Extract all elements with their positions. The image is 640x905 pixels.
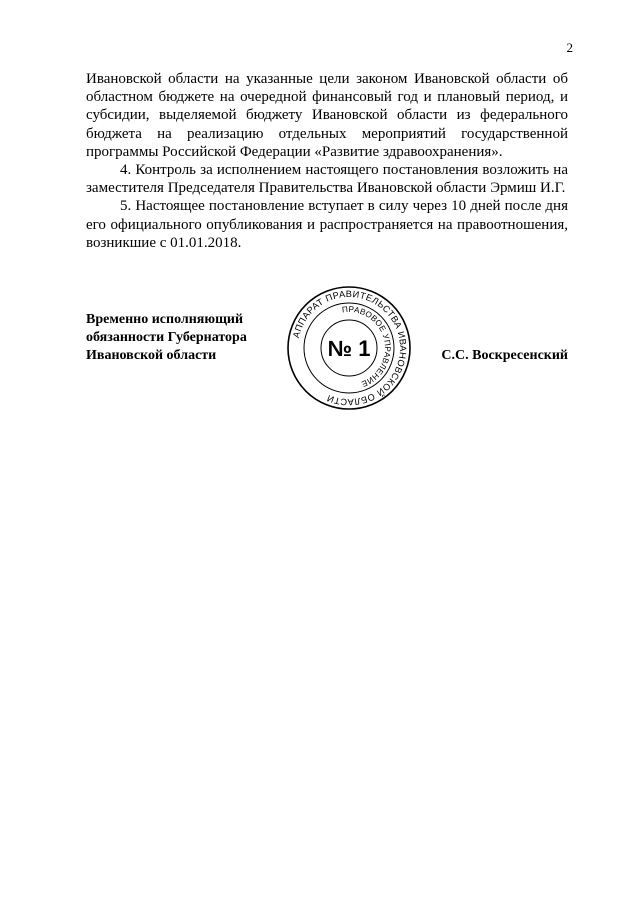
document-body xyxy=(86,70,568,252)
seal-outer-text: АППАРАТ ПРАВИТЕЛЬСТВА ИВАНОВСКОЙ ОБЛАСТИ xyxy=(291,288,409,408)
paragraph-continuation: Ивановской области на указанные цели законом Ивановской области об областном бюджете на очередной финансовый год и плановый период, и субсидии, выделяемой бюджету Ивановской области из федерального бюджета на реализацию отдельных мероприятий государственной программы Российской Федерации «Развитие здравоохранения». xyxy=(86,71,568,160)
page-number: 2 xyxy=(566,40,573,55)
signature-block xyxy=(86,288,568,411)
signatory-name: С.С. Воскресенский xyxy=(441,348,568,363)
paragraph-item-4: 4. Контроль за исполнением настоящего постановления возложить на заместителя Председателя Правительства Ивановской области Эрмиш И.Г. xyxy=(86,162,568,197)
official-seal xyxy=(286,285,412,411)
signatory-title-line: обязанности Губернатора xyxy=(86,330,247,345)
signatory-title-line: Ивановской области xyxy=(86,348,217,363)
paragraph-item-5: 5. Настоящее постановление вступает в силу через 10 дней после дня его официального опубликования и распространяется на правоотношения, возникшие с 01.01.2018. xyxy=(86,198,568,251)
signatory-title-line: Временно исполняющий xyxy=(86,312,244,327)
seal-number: № 1 xyxy=(327,336,371,361)
seal-inner-text: ПРАВОВОЕ УПРАВЛЕНИЕ xyxy=(341,304,393,389)
signatory-title xyxy=(86,311,247,365)
